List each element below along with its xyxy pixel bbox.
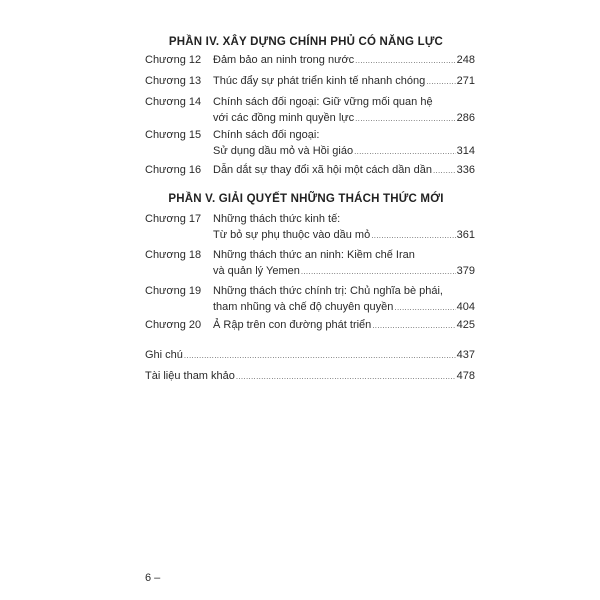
chapter-label: Chương 15 <box>145 129 202 141</box>
chapter-label: Chương 12 <box>145 54 202 66</box>
entry-title: Tài liệu tham khảo <box>145 370 235 382</box>
chapter-label: Chương 20 <box>145 319 202 331</box>
chapter-label: Chương 13 <box>145 75 202 87</box>
chapter-title: Chính sách đối ngoại: <box>213 129 320 141</box>
leader-dots <box>354 143 456 160</box>
page-number: 361 <box>456 229 475 241</box>
page-number: 286 <box>456 112 475 124</box>
page-number: 437 <box>456 349 475 361</box>
chapter-title-cont: và quản lý Yemen <box>213 265 300 277</box>
chapter-label: Chương 14 <box>145 96 202 108</box>
chapter-label: Chương 17 <box>145 213 202 225</box>
chapter-title: Những thách thức kinh tế: <box>213 213 341 225</box>
chapter-title-cont: tham nhũng và chế độ chuyên quyền <box>213 301 394 313</box>
chapter-title: Những thách thức chính trị: Chủ nghĩa bè phái, <box>213 285 443 297</box>
toc-entry-references <box>145 368 475 385</box>
toc-entry-notes <box>145 347 475 364</box>
chapter-title: Thúc đẩy sự phát triển kinh tế nhanh chóng <box>213 75 426 87</box>
chapter-title-cont: với các đồng minh quyền lực <box>213 112 355 124</box>
chapter-label: Chương 19 <box>145 285 202 297</box>
chapter-title: Dẫn dắt sự thay đổi xã hội một cách dần dần <box>213 164 432 176</box>
page-number: 478 <box>456 370 475 382</box>
chapter-title: Chính sách đối ngoại: Giữ vững mối quan hệ <box>213 96 433 108</box>
part-iv-title: PHẦN IV. XÂY DỰNG CHÍNH PHỦ CÓ NĂNG LỰC <box>168 36 444 48</box>
leader-dots <box>236 368 456 385</box>
leader-dots <box>433 162 456 179</box>
page-number: 336 <box>456 164 475 176</box>
page-number: 425 <box>456 319 475 331</box>
leader-dots <box>184 347 456 364</box>
chapter-label: Chương 16 <box>145 164 202 176</box>
chapter-title: Những thách thức an ninh: Kiềm chế Iran <box>213 249 415 261</box>
leader-dots <box>371 227 455 244</box>
leader-dots <box>355 52 455 69</box>
chapter-title-cont: Sử dụng dầu mỏ và Hồi giáo <box>213 145 354 157</box>
entry-title: Ghi chú <box>145 349 183 361</box>
leader-dots <box>394 299 455 316</box>
leader-dots <box>355 110 455 127</box>
chapter-title: Ả Rập trên con đường phát triển <box>213 319 372 331</box>
leader-dots <box>426 73 455 90</box>
chapter-title: Đảm bảo an ninh trong nước <box>213 54 355 66</box>
chapter-title-cont: Từ bỏ sự phụ thuộc vào dầu mỏ <box>213 229 371 241</box>
page-number: 404 <box>456 301 475 313</box>
part-v-title: PHẦN V. GIẢI QUYẾT NHỮNG THÁCH THỨC MỚI <box>168 193 444 205</box>
page-folio: 6 – <box>145 572 161 584</box>
page-number: 314 <box>456 145 475 157</box>
page-number: 271 <box>456 75 475 87</box>
page-number: 379 <box>456 265 475 277</box>
page-number: 248 <box>456 54 475 66</box>
chapter-label: Chương 18 <box>145 249 202 261</box>
leader-dots <box>301 263 456 280</box>
leader-dots <box>372 317 455 334</box>
